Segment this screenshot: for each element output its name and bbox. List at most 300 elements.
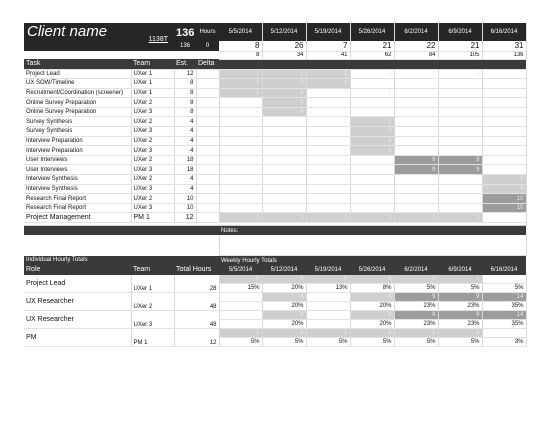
weekly-role-percent bbox=[219, 320, 262, 329]
task-row bbox=[24, 79, 526, 89]
task-delta bbox=[196, 203, 219, 213]
week-header: 6/2/2014 bbox=[394, 23, 438, 41]
task-week-hours[interactable] bbox=[394, 136, 438, 146]
task-week-hours[interactable] bbox=[350, 79, 394, 89]
task-week-hours[interactable]: 2 bbox=[350, 127, 394, 137]
task-week-hours[interactable] bbox=[262, 136, 306, 146]
weekly-role-percent: 5% bbox=[482, 284, 526, 293]
role-team: UXer 3 bbox=[131, 311, 174, 329]
week-cumulative: 8 bbox=[219, 51, 262, 59]
weekly-role-percent bbox=[219, 302, 262, 311]
task-week-hours[interactable] bbox=[262, 146, 306, 156]
task-week-hours[interactable] bbox=[306, 165, 350, 175]
total-hours-column-label: Total Hours bbox=[176, 266, 212, 274]
totals-column-header bbox=[24, 265, 526, 275]
task-week-hours[interactable]: 2 bbox=[438, 213, 482, 223]
weekly-role-percent: 5% bbox=[394, 338, 438, 347]
task-week-hours[interactable] bbox=[306, 146, 350, 156]
week-hours: 7 bbox=[306, 41, 350, 51]
task-row bbox=[24, 184, 526, 194]
week-header: 5/12/2014 bbox=[270, 266, 298, 273]
task-week-hours[interactable] bbox=[482, 213, 526, 223]
task-delta bbox=[196, 165, 219, 175]
weekly-role-percent: 23% bbox=[438, 320, 482, 329]
estimate-table bbox=[24, 23, 527, 347]
task-estimate[interactable]: 4 bbox=[174, 136, 196, 146]
task-week-hours[interactable] bbox=[394, 146, 438, 156]
task-delta bbox=[196, 107, 219, 117]
week-cumulative: 84 bbox=[394, 51, 438, 59]
task-week-hours[interactable] bbox=[350, 194, 394, 204]
task-week-hours[interactable] bbox=[394, 175, 438, 185]
week-cumulative: 105 bbox=[438, 51, 482, 59]
weekly-role-hours bbox=[306, 293, 350, 302]
weekly-role-percent: 3% bbox=[482, 338, 526, 347]
task-week-hours[interactable]: 2 bbox=[262, 79, 306, 89]
task-team[interactable]: UXer 3 bbox=[131, 165, 174, 175]
task-team[interactable]: PM 1 bbox=[131, 213, 174, 223]
weekly-role-hours: 9 bbox=[394, 293, 438, 302]
task-week-hours[interactable] bbox=[482, 165, 526, 175]
task-week-hours[interactable] bbox=[482, 69, 526, 79]
task-row bbox=[24, 107, 526, 117]
weekly-role-percent: 5% bbox=[306, 338, 350, 347]
week-header: 6/2/2014 bbox=[404, 266, 428, 273]
role-name: Project Lead bbox=[24, 275, 131, 293]
task-week-hours[interactable]: 9 bbox=[438, 165, 482, 175]
task-week-hours[interactable] bbox=[438, 184, 482, 194]
task-week-hours[interactable] bbox=[262, 117, 306, 127]
task-week-hours[interactable] bbox=[219, 175, 262, 185]
task-week-hours[interactable]: 2 bbox=[219, 69, 262, 79]
weekly-role-hours: 9 bbox=[438, 311, 482, 320]
weekly-role-percent: 23% bbox=[438, 302, 482, 311]
role-column-label: Role bbox=[26, 266, 41, 274]
week-cumulative: 62 bbox=[350, 51, 394, 59]
task-estimate[interactable]: 10 bbox=[174, 203, 196, 213]
weekly-role-hours: 2 bbox=[438, 329, 482, 338]
week-cumulative: 41 bbox=[306, 51, 350, 59]
task-week-hours[interactable] bbox=[438, 79, 482, 89]
task-team[interactable]: UXer 3 bbox=[131, 127, 174, 137]
week-header: 5/19/2014 bbox=[314, 266, 342, 273]
task-week-hours[interactable] bbox=[394, 117, 438, 127]
task-estimate[interactable]: 18 bbox=[174, 155, 196, 165]
task-week-hours[interactable] bbox=[350, 155, 394, 165]
task-week-hours[interactable] bbox=[438, 107, 482, 117]
task-delta bbox=[196, 127, 219, 137]
task-week-hours[interactable]: 2 bbox=[350, 213, 394, 223]
task-row bbox=[24, 117, 526, 127]
totals-row bbox=[24, 275, 526, 284]
role-total-hours: 48 bbox=[174, 293, 219, 311]
weekly-role-percent: 5% bbox=[394, 284, 438, 293]
task-week-hours[interactable] bbox=[306, 203, 350, 213]
timeline-sheet bbox=[24, 23, 526, 347]
task-row bbox=[24, 155, 526, 165]
task-name[interactable]: Interview Synthesis bbox=[24, 184, 131, 194]
task-week-hours[interactable]: 9 bbox=[438, 155, 482, 165]
weekly-role-hours bbox=[482, 275, 526, 284]
task-delta bbox=[196, 98, 219, 108]
week-header: 5/5/2014 bbox=[219, 23, 262, 41]
task-week-hours[interactable]: 10 bbox=[482, 194, 526, 204]
task-week-hours[interactable] bbox=[306, 136, 350, 146]
task-week-hours[interactable]: 2 bbox=[262, 69, 306, 79]
task-delta bbox=[196, 117, 219, 127]
task-week-hours[interactable] bbox=[306, 107, 350, 117]
task-week-hours[interactable]: 2 bbox=[306, 213, 350, 223]
task-week-hours[interactable] bbox=[219, 194, 262, 204]
task-row bbox=[24, 165, 526, 175]
weekly-role-hours: 4 bbox=[262, 293, 306, 302]
weekly-role-hours: 14 bbox=[482, 293, 526, 302]
weekly-role-hours: 9 bbox=[438, 293, 482, 302]
task-team[interactable]: UXer 2 bbox=[131, 136, 174, 146]
task-estimate[interactable]: 4 bbox=[174, 184, 196, 194]
week-cumulative: 136 bbox=[482, 51, 526, 59]
task-row bbox=[24, 88, 526, 98]
weekly-role-percent: 8% bbox=[350, 284, 394, 293]
weekly-role-hours: 4 bbox=[262, 311, 306, 320]
weekly-role-percent: 23% bbox=[394, 320, 438, 329]
task-week-hours[interactable] bbox=[350, 107, 394, 117]
task-week-hours[interactable] bbox=[262, 155, 306, 165]
task-week-hours[interactable] bbox=[394, 88, 438, 98]
task-week-hours[interactable] bbox=[219, 184, 262, 194]
task-week-hours[interactable]: 4 bbox=[482, 184, 526, 194]
task-week-hours[interactable] bbox=[219, 107, 262, 117]
task-estimate[interactable]: 18 bbox=[174, 165, 196, 175]
task-week-hours[interactable] bbox=[219, 203, 262, 213]
task-week-hours[interactable] bbox=[482, 79, 526, 89]
task-name[interactable]: Recruitment/Coordination (screener) bbox=[24, 88, 131, 98]
totals-row bbox=[24, 329, 526, 338]
task-week-hours[interactable] bbox=[394, 79, 438, 89]
task-name[interactable]: Research Final Report bbox=[24, 194, 131, 204]
task-estimate[interactable]: 4 bbox=[174, 146, 196, 156]
task-column-header bbox=[24, 59, 526, 69]
task-team[interactable]: UXer 3 bbox=[131, 184, 174, 194]
project-code: 1138T bbox=[148, 36, 168, 43]
task-week-hours[interactable] bbox=[219, 146, 262, 156]
task-estimate[interactable]: 8 bbox=[174, 98, 196, 108]
weekly-role-percent: 5% bbox=[350, 338, 394, 347]
task-week-hours[interactable]: 2 bbox=[350, 117, 394, 127]
weekly-role-hours bbox=[482, 329, 526, 338]
weekly-role-hours: 2 bbox=[350, 329, 394, 338]
weekly-role-percent: 5% bbox=[438, 284, 482, 293]
task-week-hours[interactable] bbox=[482, 146, 526, 156]
weekly-role-hours: 9 bbox=[394, 311, 438, 320]
task-estimate[interactable]: 8 bbox=[174, 88, 196, 98]
weekly-role-percent: 13% bbox=[306, 284, 350, 293]
task-estimate[interactable]: 10 bbox=[174, 194, 196, 204]
task-estimate[interactable]: 8 bbox=[174, 79, 196, 89]
task-week-hours[interactable] bbox=[394, 184, 438, 194]
task-week-hours[interactable] bbox=[262, 194, 306, 204]
task-week-hours[interactable] bbox=[306, 175, 350, 185]
weekly-totals-label: Weekly Hourly Totals bbox=[221, 257, 277, 264]
task-week-hours[interactable]: 2 bbox=[262, 213, 306, 223]
task-row bbox=[24, 213, 526, 223]
weekly-role-hours: 6 bbox=[262, 275, 306, 284]
total-hours: 136 bbox=[176, 27, 195, 39]
task-team[interactable]: UXer 1 bbox=[131, 88, 174, 98]
task-week-hours[interactable] bbox=[306, 127, 350, 137]
week-hours: 8 bbox=[219, 41, 262, 51]
task-week-hours[interactable] bbox=[219, 98, 262, 108]
weekly-role-percent bbox=[306, 320, 350, 329]
task-week-hours[interactable] bbox=[394, 107, 438, 117]
task-week-hours[interactable]: 2 bbox=[306, 88, 350, 98]
task-week-hours[interactable]: 2 bbox=[350, 136, 394, 146]
weekly-role-hours: 2 bbox=[394, 275, 438, 284]
task-name[interactable]: Online Survey Preparation bbox=[24, 107, 131, 117]
week-header: 6/16/2014 bbox=[482, 23, 526, 41]
task-estimate[interactable]: 4 bbox=[174, 175, 196, 185]
task-week-hours[interactable]: 2 bbox=[306, 69, 350, 79]
task-week-hours[interactable] bbox=[262, 175, 306, 185]
task-week-hours[interactable]: 2 bbox=[350, 146, 394, 156]
task-name[interactable]: Online Survey Preparation bbox=[24, 98, 131, 108]
weekly-role-percent: 5% bbox=[219, 338, 262, 347]
task-week-hours[interactable] bbox=[262, 165, 306, 175]
weekly-role-percent: 35% bbox=[482, 302, 526, 311]
task-week-hours[interactable] bbox=[306, 184, 350, 194]
task-week-hours[interactable]: 4 bbox=[262, 107, 306, 117]
task-delta bbox=[196, 194, 219, 204]
task-team[interactable]: UXer 1 bbox=[131, 69, 174, 79]
task-estimate[interactable]: 12 bbox=[174, 213, 196, 223]
delta-column-label: Delta bbox=[196, 59, 219, 69]
weekly-role-percent: 5% bbox=[438, 338, 482, 347]
task-week-hours[interactable]: 2 bbox=[438, 69, 482, 79]
task-week-hours[interactable] bbox=[306, 155, 350, 165]
task-week-hours[interactable] bbox=[306, 194, 350, 204]
week-hours: 31 bbox=[482, 41, 526, 51]
weekly-role-hours: 14 bbox=[482, 311, 526, 320]
team-column-label: Team bbox=[133, 266, 151, 274]
role-total-hours: 48 bbox=[174, 311, 219, 329]
weekly-role-hours: 2 bbox=[262, 329, 306, 338]
task-name[interactable]: Survey Synthesis bbox=[24, 117, 131, 127]
task-week-hours[interactable] bbox=[438, 88, 482, 98]
task-team[interactable]: UXer 2 bbox=[131, 98, 174, 108]
task-week-hours[interactable] bbox=[438, 98, 482, 108]
task-week-hours[interactable] bbox=[394, 194, 438, 204]
weekly-role-hours: 6 bbox=[219, 275, 262, 284]
week-header: 5/19/2014 bbox=[306, 23, 350, 41]
weekly-role-hours: 4 bbox=[350, 275, 394, 284]
task-team[interactable]: UXer 3 bbox=[131, 107, 174, 117]
task-week-hours[interactable] bbox=[219, 165, 262, 175]
task-row bbox=[24, 146, 526, 156]
task-week-hours[interactable]: 2 bbox=[262, 88, 306, 98]
role-team: UXer 2 bbox=[131, 293, 174, 311]
task-week-hours[interactable] bbox=[394, 127, 438, 137]
weekly-role-hours: 8 bbox=[306, 275, 350, 284]
role-total-hours: 12 bbox=[174, 329, 219, 347]
task-delta bbox=[196, 155, 219, 165]
task-week-hours[interactable] bbox=[438, 136, 482, 146]
task-estimate[interactable]: 4 bbox=[174, 127, 196, 137]
role-total-hours: 28 bbox=[174, 275, 219, 293]
task-week-hours[interactable] bbox=[350, 165, 394, 175]
task-week-hours[interactable] bbox=[482, 107, 526, 117]
task-week-hours[interactable] bbox=[482, 127, 526, 137]
task-team[interactable]: UXer 3 bbox=[131, 146, 174, 156]
task-week-hours[interactable] bbox=[219, 136, 262, 146]
weekly-role-percent: 5% bbox=[262, 338, 306, 347]
task-team[interactable]: UXer 2 bbox=[131, 155, 174, 165]
task-week-hours[interactable] bbox=[262, 184, 306, 194]
task-week-hours[interactable] bbox=[350, 175, 394, 185]
task-week-hours[interactable]: 2 bbox=[394, 213, 438, 223]
week-header: 5/26/2014 bbox=[350, 23, 394, 41]
task-estimate[interactable]: 4 bbox=[174, 117, 196, 127]
role-name: UX Researcher bbox=[24, 293, 131, 311]
est-column-label: Est. bbox=[174, 59, 196, 69]
week-header: 6/9/2014 bbox=[438, 23, 482, 41]
task-delta bbox=[196, 146, 219, 156]
task-name[interactable]: User Interviews bbox=[24, 155, 131, 165]
team-column-label: Team bbox=[131, 59, 174, 69]
task-week-hours[interactable] bbox=[482, 136, 526, 146]
role-team: UXer 1 bbox=[131, 275, 174, 293]
week-cumulative: 34 bbox=[262, 51, 306, 59]
task-week-hours[interactable]: 2 bbox=[394, 69, 438, 79]
task-week-hours[interactable] bbox=[482, 117, 526, 127]
weekly-role-percent: 20% bbox=[262, 320, 306, 329]
task-week-hours[interactable] bbox=[219, 155, 262, 165]
task-week-hours[interactable] bbox=[438, 175, 482, 185]
task-week-hours[interactable] bbox=[482, 98, 526, 108]
task-week-hours[interactable]: 4 bbox=[262, 98, 306, 108]
task-name[interactable]: Project Lead bbox=[24, 69, 131, 79]
task-name[interactable]: User Interviews bbox=[24, 165, 131, 175]
task-team[interactable]: UXer 1 bbox=[131, 79, 174, 89]
task-delta bbox=[196, 136, 219, 146]
task-estimate[interactable]: 12 bbox=[174, 69, 196, 79]
weekly-role-hours bbox=[219, 293, 262, 302]
task-week-hours[interactable] bbox=[306, 98, 350, 108]
weekly-role-hours: 2 bbox=[438, 275, 482, 284]
task-delta bbox=[196, 88, 219, 98]
task-week-hours[interactable] bbox=[438, 117, 482, 127]
weekly-role-hours: 4 bbox=[350, 293, 394, 302]
task-team[interactable]: UXer 3 bbox=[131, 203, 174, 213]
task-week-hours[interactable]: 2 bbox=[350, 69, 394, 79]
task-week-hours[interactable] bbox=[350, 184, 394, 194]
task-week-hours[interactable]: 2 bbox=[219, 79, 262, 89]
week-header: 5/5/2014 bbox=[228, 266, 253, 273]
week-header: 6/16/2014 bbox=[490, 266, 518, 273]
task-week-hours[interactable]: 2 bbox=[219, 88, 262, 98]
task-week-hours[interactable] bbox=[306, 117, 350, 127]
task-name[interactable]: Project Management bbox=[24, 213, 131, 223]
weekly-role-hours: 4 bbox=[350, 311, 394, 320]
task-week-hours[interactable] bbox=[219, 127, 262, 137]
task-week-hours[interactable] bbox=[394, 203, 438, 213]
weekly-role-hours: 2 bbox=[306, 329, 350, 338]
task-week-hours[interactable] bbox=[350, 98, 394, 108]
task-week-hours[interactable] bbox=[394, 98, 438, 108]
notes-label: Notes: bbox=[221, 227, 239, 234]
task-team[interactable]: UXer 2 bbox=[131, 117, 174, 127]
weekly-role-hours: 2 bbox=[394, 329, 438, 338]
task-name[interactable]: Research Final Report bbox=[24, 203, 131, 213]
task-estimate[interactable]: 8 bbox=[174, 107, 196, 117]
task-delta bbox=[196, 213, 219, 223]
week-hours: 21 bbox=[350, 41, 394, 51]
task-week-hours[interactable] bbox=[262, 127, 306, 137]
weekly-role-percent bbox=[306, 302, 350, 311]
task-week-hours[interactable] bbox=[438, 203, 482, 213]
task-team[interactable]: UXer 2 bbox=[131, 194, 174, 204]
notes-area[interactable] bbox=[219, 235, 526, 256]
task-name[interactable]: UX SOW/Timeline bbox=[24, 79, 131, 89]
client-name[interactable]: Client name bbox=[27, 23, 108, 40]
task-week-hours[interactable] bbox=[438, 127, 482, 137]
weekly-role-percent: 15% bbox=[219, 284, 262, 293]
task-week-hours[interactable]: 2 bbox=[219, 213, 262, 223]
task-team[interactable]: UXer 2 bbox=[131, 175, 174, 185]
role-team: PM 1 bbox=[131, 329, 174, 347]
weekly-role-hours bbox=[219, 311, 262, 320]
task-week-hours[interactable]: 10 bbox=[482, 203, 526, 213]
totals-row bbox=[24, 311, 526, 320]
task-week-hours[interactable]: 4 bbox=[306, 79, 350, 89]
task-week-hours[interactable]: 9 bbox=[394, 155, 438, 165]
weekly-role-percent: 20% bbox=[262, 302, 306, 311]
task-name[interactable]: Interview Synthesis bbox=[24, 175, 131, 185]
task-week-hours[interactable] bbox=[482, 155, 526, 165]
weekly-role-percent: 20% bbox=[350, 320, 394, 329]
task-week-hours[interactable] bbox=[438, 146, 482, 156]
weekly-role-percent: 20% bbox=[350, 302, 394, 311]
hours-label: Hours bbox=[199, 29, 216, 35]
task-week-hours[interactable] bbox=[350, 203, 394, 213]
task-week-hours[interactable] bbox=[438, 194, 482, 204]
task-name[interactable]: Interview Preparation bbox=[24, 136, 131, 146]
weekly-role-percent: 35% bbox=[482, 320, 526, 329]
task-week-hours[interactable] bbox=[262, 203, 306, 213]
role-name: UX Researcher bbox=[24, 311, 131, 329]
task-week-hours[interactable] bbox=[482, 88, 526, 98]
task-delta bbox=[196, 175, 219, 185]
week-header: 5/12/2014 bbox=[262, 23, 306, 41]
weekly-role-percent: 20% bbox=[262, 284, 306, 293]
task-week-hours[interactable] bbox=[219, 117, 262, 127]
sub-total: 136 bbox=[179, 43, 190, 49]
weekly-role-percent: 23% bbox=[394, 302, 438, 311]
week-header: 5/26/2014 bbox=[358, 266, 386, 273]
task-week-hours[interactable]: 9 bbox=[394, 165, 438, 175]
task-name[interactable]: Survey Synthesis bbox=[24, 127, 131, 137]
task-week-hours[interactable]: 2 bbox=[350, 88, 394, 98]
individual-totals-label: Individual Hourly Totals bbox=[26, 257, 88, 264]
task-delta bbox=[196, 79, 219, 89]
task-week-hours[interactable]: 4 bbox=[482, 175, 526, 185]
task-column-label: Task bbox=[24, 59, 131, 69]
task-row bbox=[24, 69, 526, 79]
task-name[interactable]: Interview Preparation bbox=[24, 146, 131, 156]
task-row bbox=[24, 98, 526, 108]
role-name: PM bbox=[24, 329, 131, 347]
weekly-role-hours: 2 bbox=[219, 329, 262, 338]
sub-delta: 0 bbox=[205, 43, 210, 49]
